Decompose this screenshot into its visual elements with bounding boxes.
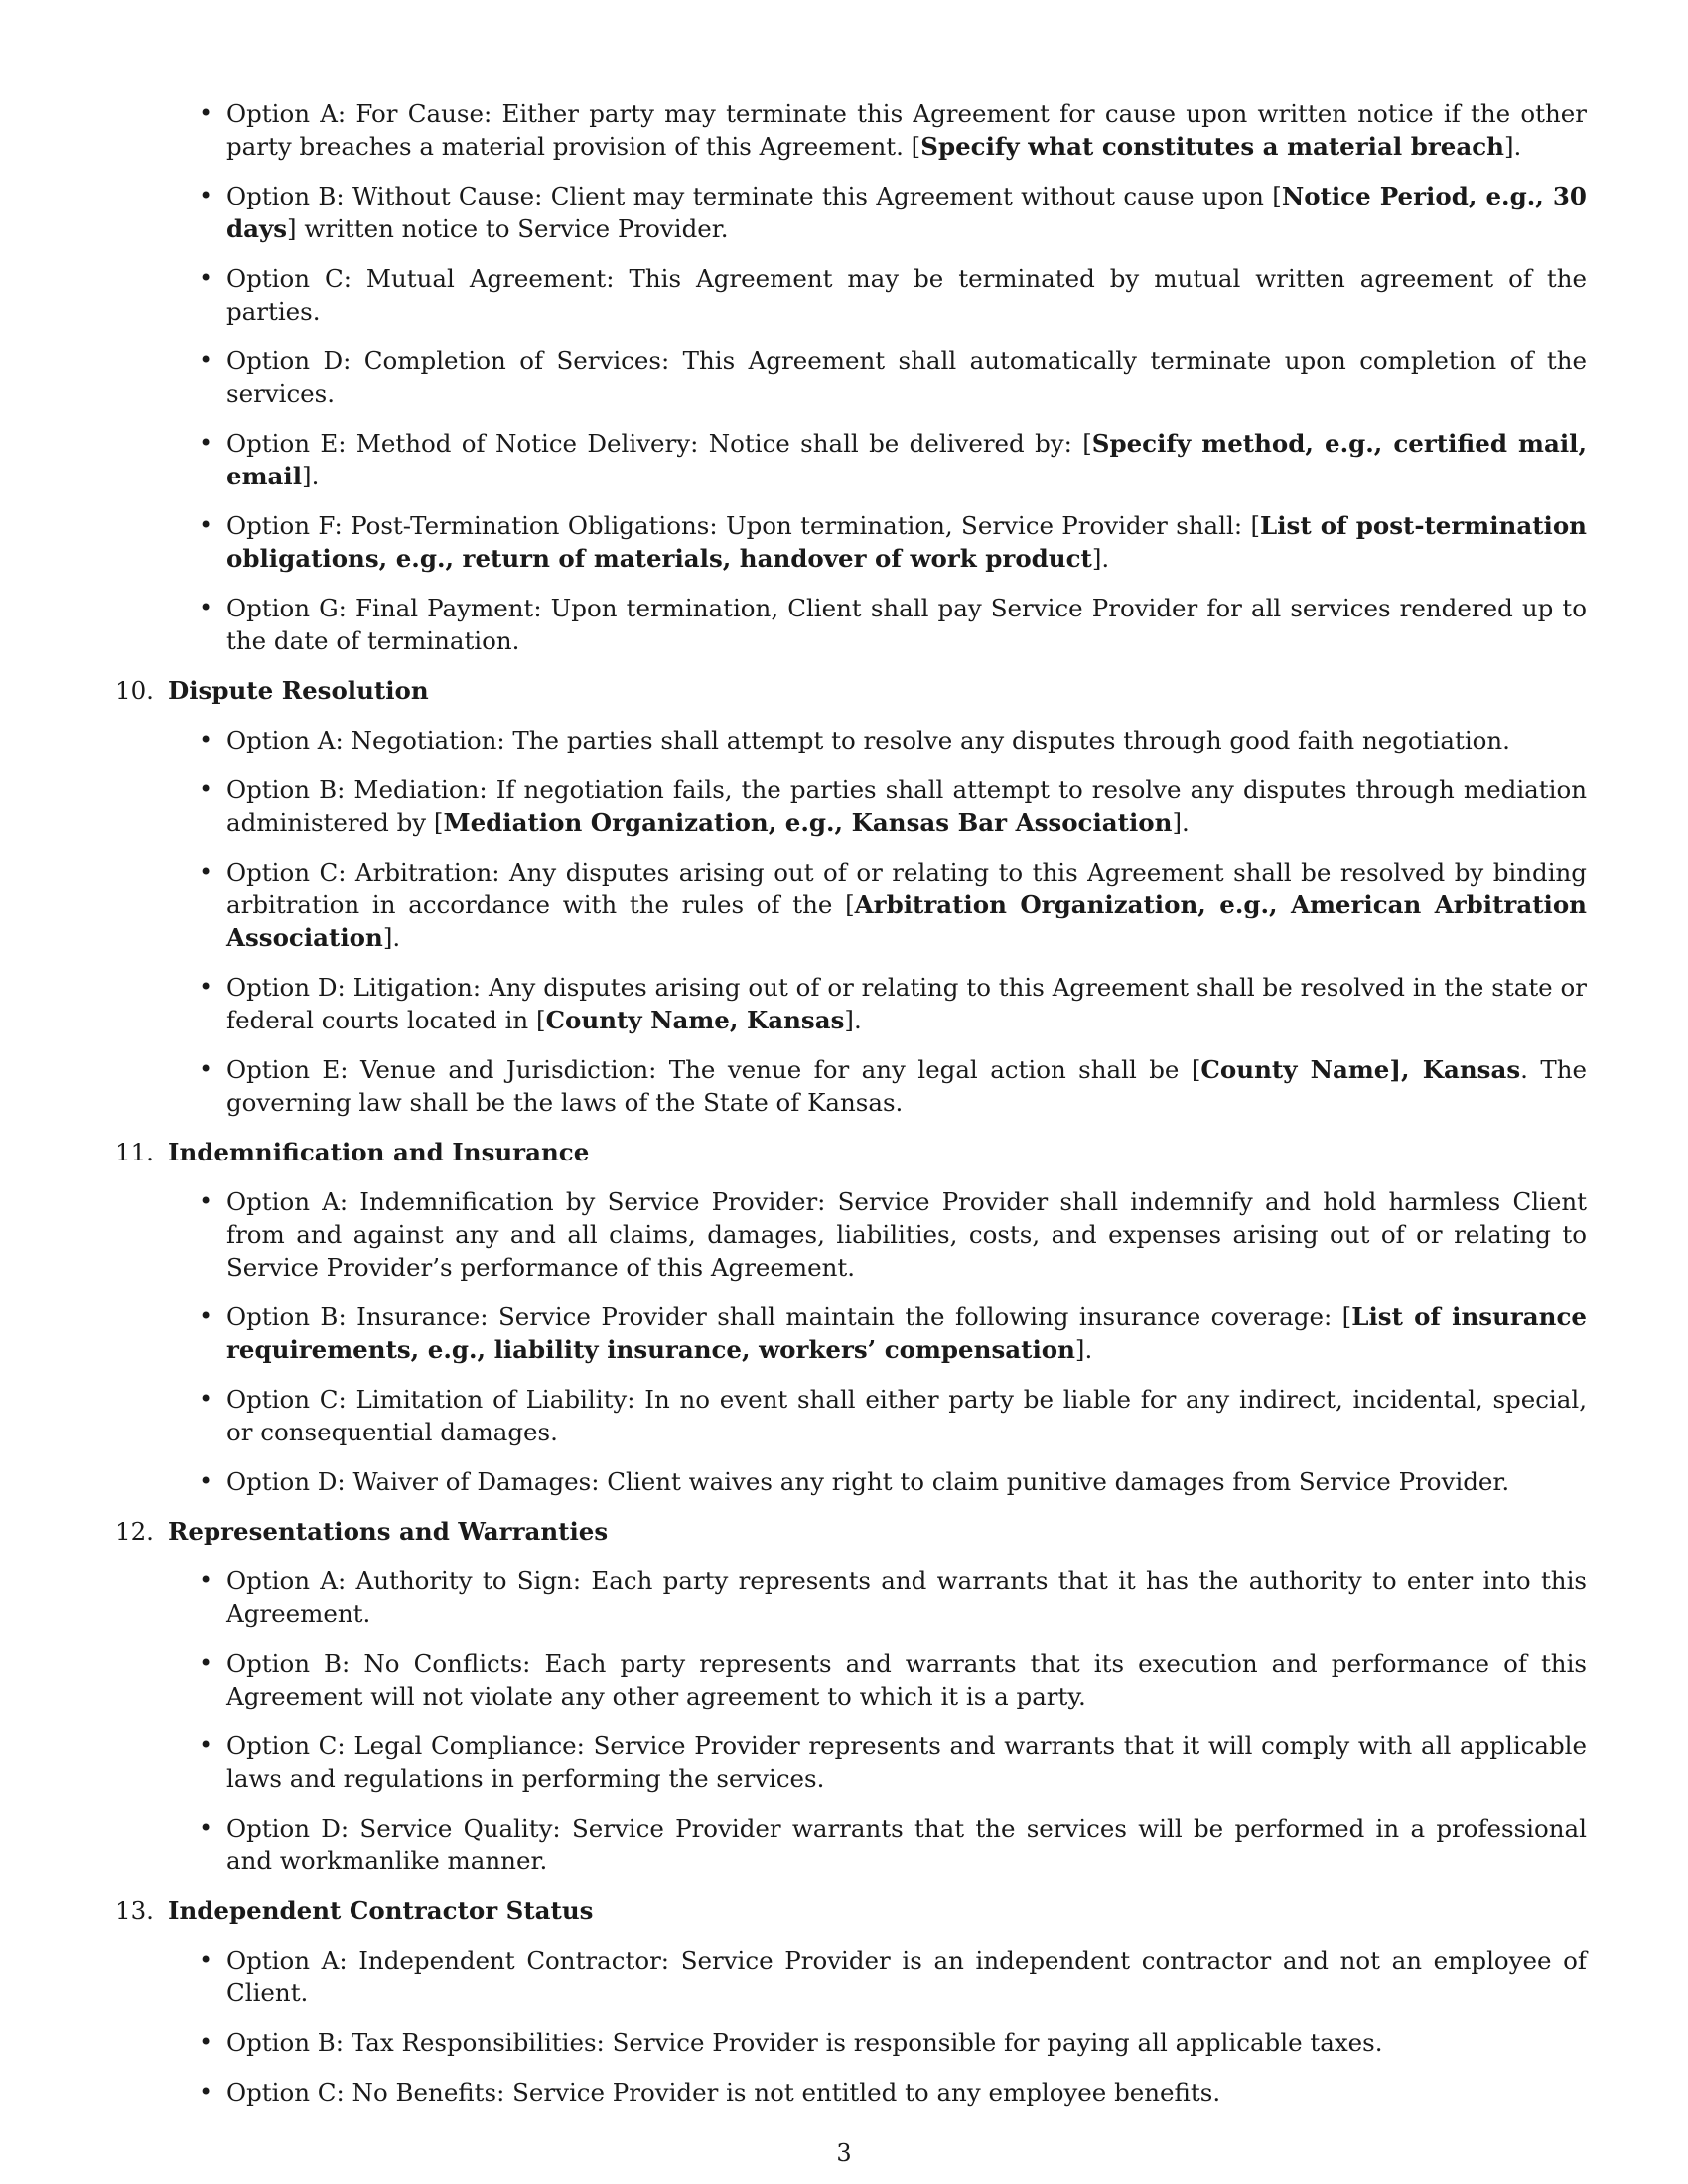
list-item: • Option C: Mutual Agreement: This Agreement may be terminated by mutual written agreement of the parties. <box>226 262 1587 328</box>
list-item: • Option A: Independent Contractor: Service Provider is an independent contractor and not an employee of Client. <box>226 1944 1587 2009</box>
list-item: • Option D: Service Quality: Service Provider warrants that the services will be performed in a professional and workmanlike manner. <box>226 1812 1587 1877</box>
list-item: • Option D: Waiver of Damages: Client waives any right to claim punitive damages from Service Provider. <box>226 1465 1587 1498</box>
section-title: Dispute Resolution <box>168 676 429 705</box>
indemnification-list <box>115 1185 1587 1498</box>
list-item: • Option C: Arbitration: Any disputes arising out of or relating to this Agreement shall be resolved by binding arbitration in accordance with the rules of the [Arbitration Organization, e.g., American Arbitration Association]. <box>226 856 1587 954</box>
section-number: 13. <box>115 1896 154 1925</box>
section-number: 10. <box>115 676 154 705</box>
page-content <box>115 97 1587 2125</box>
list-item: • Option G: Final Payment: Upon termination, Client shall pay Service Provider for all services rendered up to the date of termination. <box>226 592 1587 657</box>
list-item: • Option E: Method of Notice Delivery: Notice shall be delivered by: [Specify method, e.g., certified mail, email]. <box>226 427 1587 492</box>
list-item: • Option F: Post-Termination Obligations: Upon termination, Service Provider shall: [List of post-termination obligations, e.g., return of materials, handover of work product]. <box>226 509 1587 575</box>
section-number: 11. <box>115 1138 154 1166</box>
section-heading-dispute-resolution <box>115 674 1587 707</box>
list-item: • Option D: Completion of Services: This Agreement shall automatically terminate upon completion of the services. <box>226 344 1587 410</box>
list-item: • Option A: Indemnification by Service Provider: Service Provider shall indemnify and hold harmless Client from and against any and all claims, damages, liabilities, costs, and expenses arising out of or relating to Service Provider’s performance of this Agreement. <box>226 1185 1587 1284</box>
list-item: • Option C: No Benefits: Service Provider is not entitled to any employee benefits. <box>226 2076 1587 2109</box>
representations-list <box>115 1565 1587 1877</box>
dispute-resolution-list <box>115 724 1587 1119</box>
list-item: • Option E: Venue and Jurisdiction: The venue for any legal action shall be [County Name], Kansas. The governing law shall be the laws of the State of Kansas. <box>226 1053 1587 1119</box>
section-title: Independent Contractor Status <box>168 1896 594 1925</box>
list-item: • Option C: Limitation of Liability: In no event shall either party be liable for any indirect, incidental, special, or consequential damages. <box>226 1383 1587 1448</box>
section-heading-indemnification <box>115 1136 1587 1168</box>
section-number: 12. <box>115 1517 154 1546</box>
list-item: • Option B: Tax Responsibilities: Service Provider is responsible for paying all applicable taxes. <box>226 2026 1587 2059</box>
list-item: • Option B: Without Cause: Client may terminate this Agreement without cause upon [Notice Period, e.g., 30 days] written notice to Service Provider. <box>226 180 1587 245</box>
section-title: Indemnification and Insurance <box>168 1138 590 1166</box>
list-item: • Option B: Insurance: Service Provider shall maintain the following insurance coverage: [List of insurance requirements, e.g., liability insurance, workers’ compensation]. <box>226 1300 1587 1366</box>
list-item: • Option A: Authority to Sign: Each party represents and warrants that it has the authority to enter into this Agreement. <box>226 1565 1587 1630</box>
list-item: • Option B: No Conflicts: Each party represents and warrants that its execution and performance of this Agreement will not violate any other agreement to which it is a party. <box>226 1647 1587 1712</box>
list-item: • Option B: Mediation: If negotiation fails, the parties shall attempt to resolve any disputes through mediation administered by [Mediation Organization, e.g., Kansas Bar Association]. <box>226 773 1587 839</box>
independent-contractor-list <box>115 1944 1587 2109</box>
page-number: 3 <box>836 2139 852 2167</box>
termination-options-list <box>115 97 1587 657</box>
section-heading-independent-contractor <box>115 1894 1587 1927</box>
list-item: • Option A: Negotiation: The parties shall attempt to resolve any disputes through good faith negotiation. <box>226 724 1587 756</box>
list-item: • Option D: Litigation: Any disputes arising out of or relating to this Agreement shall be resolved in the state or federal courts located in [County Name, Kansas]. <box>226 971 1587 1036</box>
section-title: Representations and Warranties <box>168 1517 609 1546</box>
section-heading-representations <box>115 1515 1587 1548</box>
list-item: • Option C: Legal Compliance: Service Provider represents and warrants that it will comply with all applicable laws and regulations in performing the services. <box>226 1729 1587 1795</box>
list-item: • Option A: For Cause: Either party may terminate this Agreement for cause upon written notice if the other party breaches a material provision of this Agreement. [Specify what constitutes a material breach]. <box>226 97 1587 163</box>
